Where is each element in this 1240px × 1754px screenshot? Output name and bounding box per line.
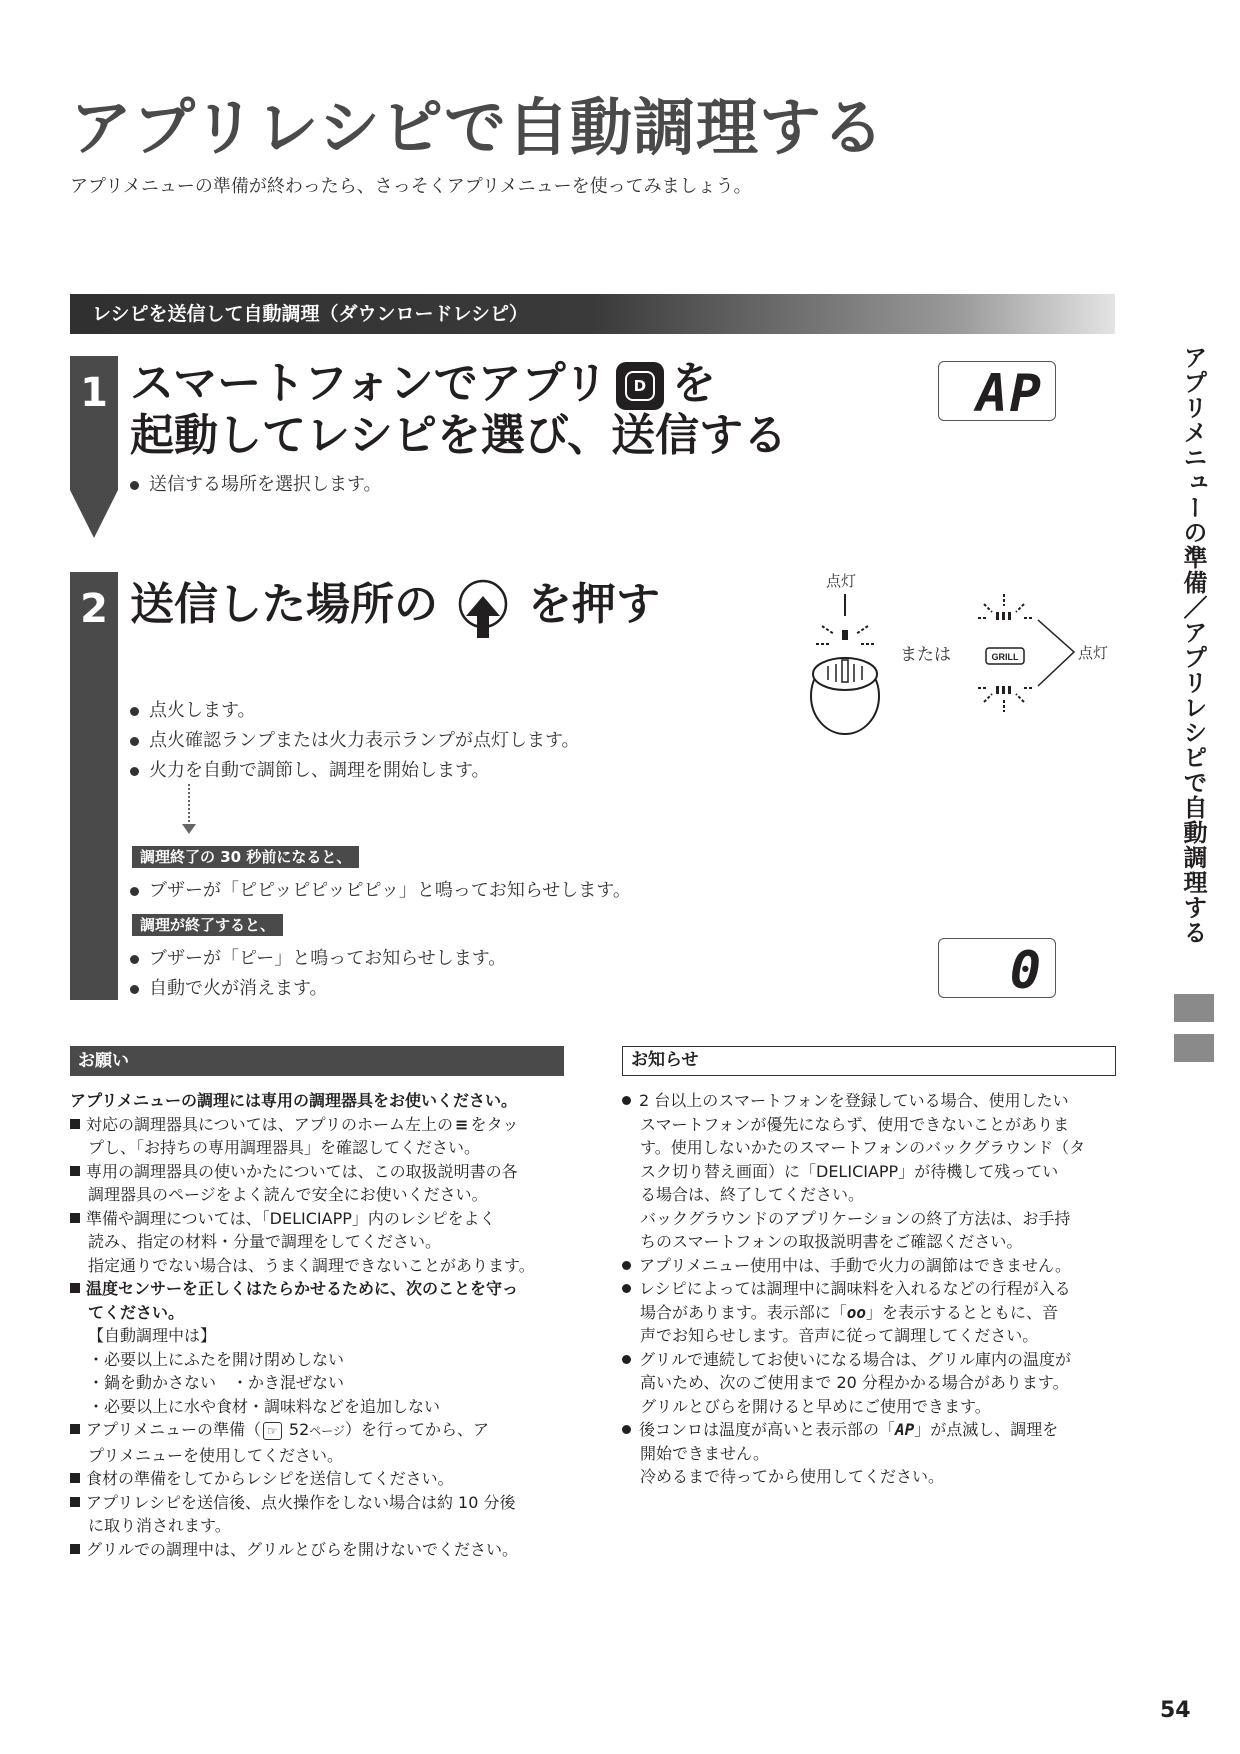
list-item-cont: ・必要以上に水や食材・調味料などを追加しない	[88, 1396, 441, 1416]
square-bullet-icon	[70, 1473, 80, 1483]
square-bullet-icon	[70, 1544, 80, 1554]
list-item-cont: プし、「お持ちの専用調理器具」を確認してください。	[88, 1138, 481, 1157]
list-item-cont: てください。	[88, 1302, 185, 1322]
bullet-dot-icon	[130, 955, 139, 964]
bullet-dot-icon	[622, 1096, 631, 1105]
list-item: アプリメニューの準備（ ☞ 52ページ）を行ってから、ア	[70, 1418, 570, 1444]
square-bullet-icon	[70, 1213, 80, 1223]
list-item-cont: 調理器具のページをよく読んで安全にお使いください。	[88, 1185, 488, 1204]
bullet-dot-icon	[130, 481, 139, 490]
step2-number: 2	[80, 586, 108, 632]
list-item-cont: に取り消されます。	[88, 1516, 231, 1535]
list-item: 準備や調理については、「DELICIAPP」内のレシピをよく	[70, 1207, 570, 1231]
page-reference-icon: ☞	[263, 1422, 282, 1440]
list-item-cont: ちのスマートフォンの取扱説明書をご確認ください。	[640, 1232, 1023, 1251]
list-item: 自動で火が消えます。	[130, 974, 506, 1004]
request-lead: アプリメニューの調理には専用の調理器具をお使いください。	[70, 1091, 518, 1110]
bullet-dot-icon	[622, 1355, 631, 1364]
dotted-arrow-line	[188, 784, 192, 826]
list-item-cont: スマートフォンが優先にならず、使用できないことがありま	[640, 1114, 1070, 1134]
list-item: 火力を自動で調節し、調理を開始します。	[130, 756, 580, 786]
list-item-cont: 高いため、次のご使用まで 20 分程かかる場合があります。	[640, 1373, 1069, 1392]
request-heading: お願い	[70, 1046, 564, 1076]
page-title: アプリレシピで自動調理する	[70, 91, 885, 164]
intro-text: アプリメニューの準備が終わったら、さっそくアプリメニューを使ってみましょう。	[70, 176, 752, 197]
side-tab-marker	[1174, 1034, 1214, 1062]
list-item-cont: る場合は、終了してください。	[640, 1185, 865, 1204]
lamp-diagram	[790, 568, 1120, 738]
or-label: または	[900, 645, 951, 664]
page-number: 54	[1160, 1698, 1191, 1723]
list-item-cont: グリルとびらを開けると早めにご使用できます。	[640, 1396, 991, 1416]
step2-bullets	[130, 696, 580, 786]
display-ap: AP	[938, 361, 1056, 421]
list-item-cont: 開始できません。	[640, 1443, 769, 1463]
bullet-dot-icon	[622, 1425, 631, 1434]
bullet-dot-icon	[130, 887, 139, 896]
list-item: アプリメニュー使用中は、手動で火力の調節はできません。	[622, 1254, 1122, 1278]
list-item-cont: ・鍋を動かさない ・かき混ぜない	[88, 1373, 345, 1392]
deliciapp-app-icon: D	[616, 362, 664, 410]
list-item-cont: バックグラウンドのアプリケーションの終了方法は、お手持	[640, 1208, 1071, 1228]
list-item-cont: プリメニューを使用してください。	[88, 1445, 344, 1465]
list-item: 温度センサーを正しくはたらかせるために、次のことを守っ	[70, 1277, 570, 1301]
list-item-cont: 【自動調理中は】	[88, 1326, 217, 1345]
ignition-lamp-icon	[842, 630, 848, 640]
list-item-cont: 声でお知らせします。音声に従って調理してください。	[640, 1326, 1039, 1345]
knob-icon	[811, 658, 879, 734]
list-item: レシピによっては調理中に調味料を入れるなどの行程が入る	[622, 1277, 1122, 1301]
bullet-dot-icon	[622, 1284, 631, 1293]
list-item: グリルでの調理中は、グリルとびらを開けないでください。	[70, 1538, 570, 1562]
list-item: ブザーが「ピー」と鳴ってお知らせします。	[130, 944, 506, 974]
buzzer-30s-text: ブザーが「ピピッピピッピピッ」と鳴ってお知らせします。	[130, 876, 631, 902]
bullet-dot-icon	[130, 767, 139, 776]
list-item-cont: ・必要以上にふたを開け閉めしない	[88, 1349, 345, 1369]
down-arrow-icon	[182, 824, 196, 834]
list-item: 専用の調理器具の使いかたについては、この取扱説明書の各	[70, 1160, 570, 1184]
grill-label: GRILL	[991, 652, 1019, 662]
list-item-cont: 場合があります。表示部に「oo」を表示するとともに、音	[640, 1302, 1059, 1322]
lit-label: 点灯	[826, 573, 857, 590]
bullet-dot-icon	[622, 1261, 631, 1270]
list-item-cont: スク切り替え画面）に「DELICIAPP」が待機して残ってい	[640, 1161, 1059, 1181]
end-bullets	[130, 944, 506, 1004]
side-tab-chapter: アプリメニューの準備／アプリレシピで自動調理する	[1179, 345, 1207, 945]
bullet-dot-icon	[130, 985, 139, 994]
bullet-dot-icon	[130, 737, 139, 746]
step1-title-line1	[130, 358, 716, 410]
list-item: 点火確認ランプまたは火力表示ランプが点灯します。	[130, 726, 580, 756]
step1-title-b: を	[671, 358, 716, 409]
square-bullet-icon	[70, 1119, 80, 1129]
list-item-cont: 読み、指定の材料・分量で調理をしてください。	[88, 1232, 441, 1251]
request-list	[70, 1089, 570, 1561]
step2-bar	[70, 572, 118, 1000]
list-item: 食材の準備をしてからレシピを送信してください。	[70, 1467, 570, 1491]
square-bullet-icon	[70, 1497, 80, 1507]
step1-title-a: スマートフォンでアプリ	[130, 358, 608, 409]
square-bullet-icon	[70, 1283, 80, 1293]
square-bullet-icon	[70, 1424, 80, 1434]
list-item: 点火します。	[130, 696, 580, 726]
notice-heading: お知らせ	[622, 1046, 1116, 1076]
lit-label-2: 点灯	[1078, 645, 1109, 662]
list-item-cont: 指定通りでない場合は、うまく調理できないことがあります。	[88, 1255, 535, 1275]
step1-arrow	[70, 490, 118, 538]
menu-icon: ≡	[455, 1114, 469, 1134]
list-item: 対応の調理器具については、アプリのホーム左上の ≡ をタッ	[70, 1113, 570, 1137]
display-ap-icon: AP	[895, 1420, 915, 1439]
push-button-icon	[452, 576, 514, 638]
step1-bullet: 送信する場所を選択します。	[130, 470, 382, 496]
flame-level-lamp-icon	[978, 594, 1074, 712]
side-tab-marker	[1174, 994, 1214, 1022]
display-oo-icon: oo	[846, 1302, 866, 1322]
step1-number: 1	[80, 370, 108, 416]
square-bullet-icon	[70, 1166, 80, 1176]
bullet-dot-icon	[130, 707, 139, 716]
step2-title: 送信した場所の を押す	[130, 576, 660, 638]
list-item: 2 台以上のスマートフォンを登録している場合、使用したい	[622, 1089, 1122, 1113]
list-item-cont: す。使用しないかたのスマートフォンのバックグラウンド（タ	[640, 1138, 1086, 1157]
list-item-cont: 冷めるまで待ってから使用してください。	[640, 1467, 945, 1486]
list-item: アプリレシピを送信後、点火操作をしない場合は約 10 分後	[70, 1491, 570, 1515]
list-item: グリルで連続してお使いになる場合は、グリル庫内の温度が	[622, 1348, 1122, 1372]
label-30-seconds: 調理終了の 30 秒前になると、	[132, 846, 359, 868]
notice-list	[622, 1089, 1122, 1489]
list-item: 後コンロは温度が高いと表示部の「AP」が点滅し、調理を	[622, 1418, 1122, 1442]
section-heading: レシピを送信して自動調理（ダウンロードレシピ）	[70, 294, 1115, 334]
display-zero: 0	[938, 938, 1056, 998]
step1-title-line2: 起動してレシピを選び、送信する	[130, 410, 788, 461]
label-cooking-end: 調理が終了すると、	[132, 914, 283, 936]
